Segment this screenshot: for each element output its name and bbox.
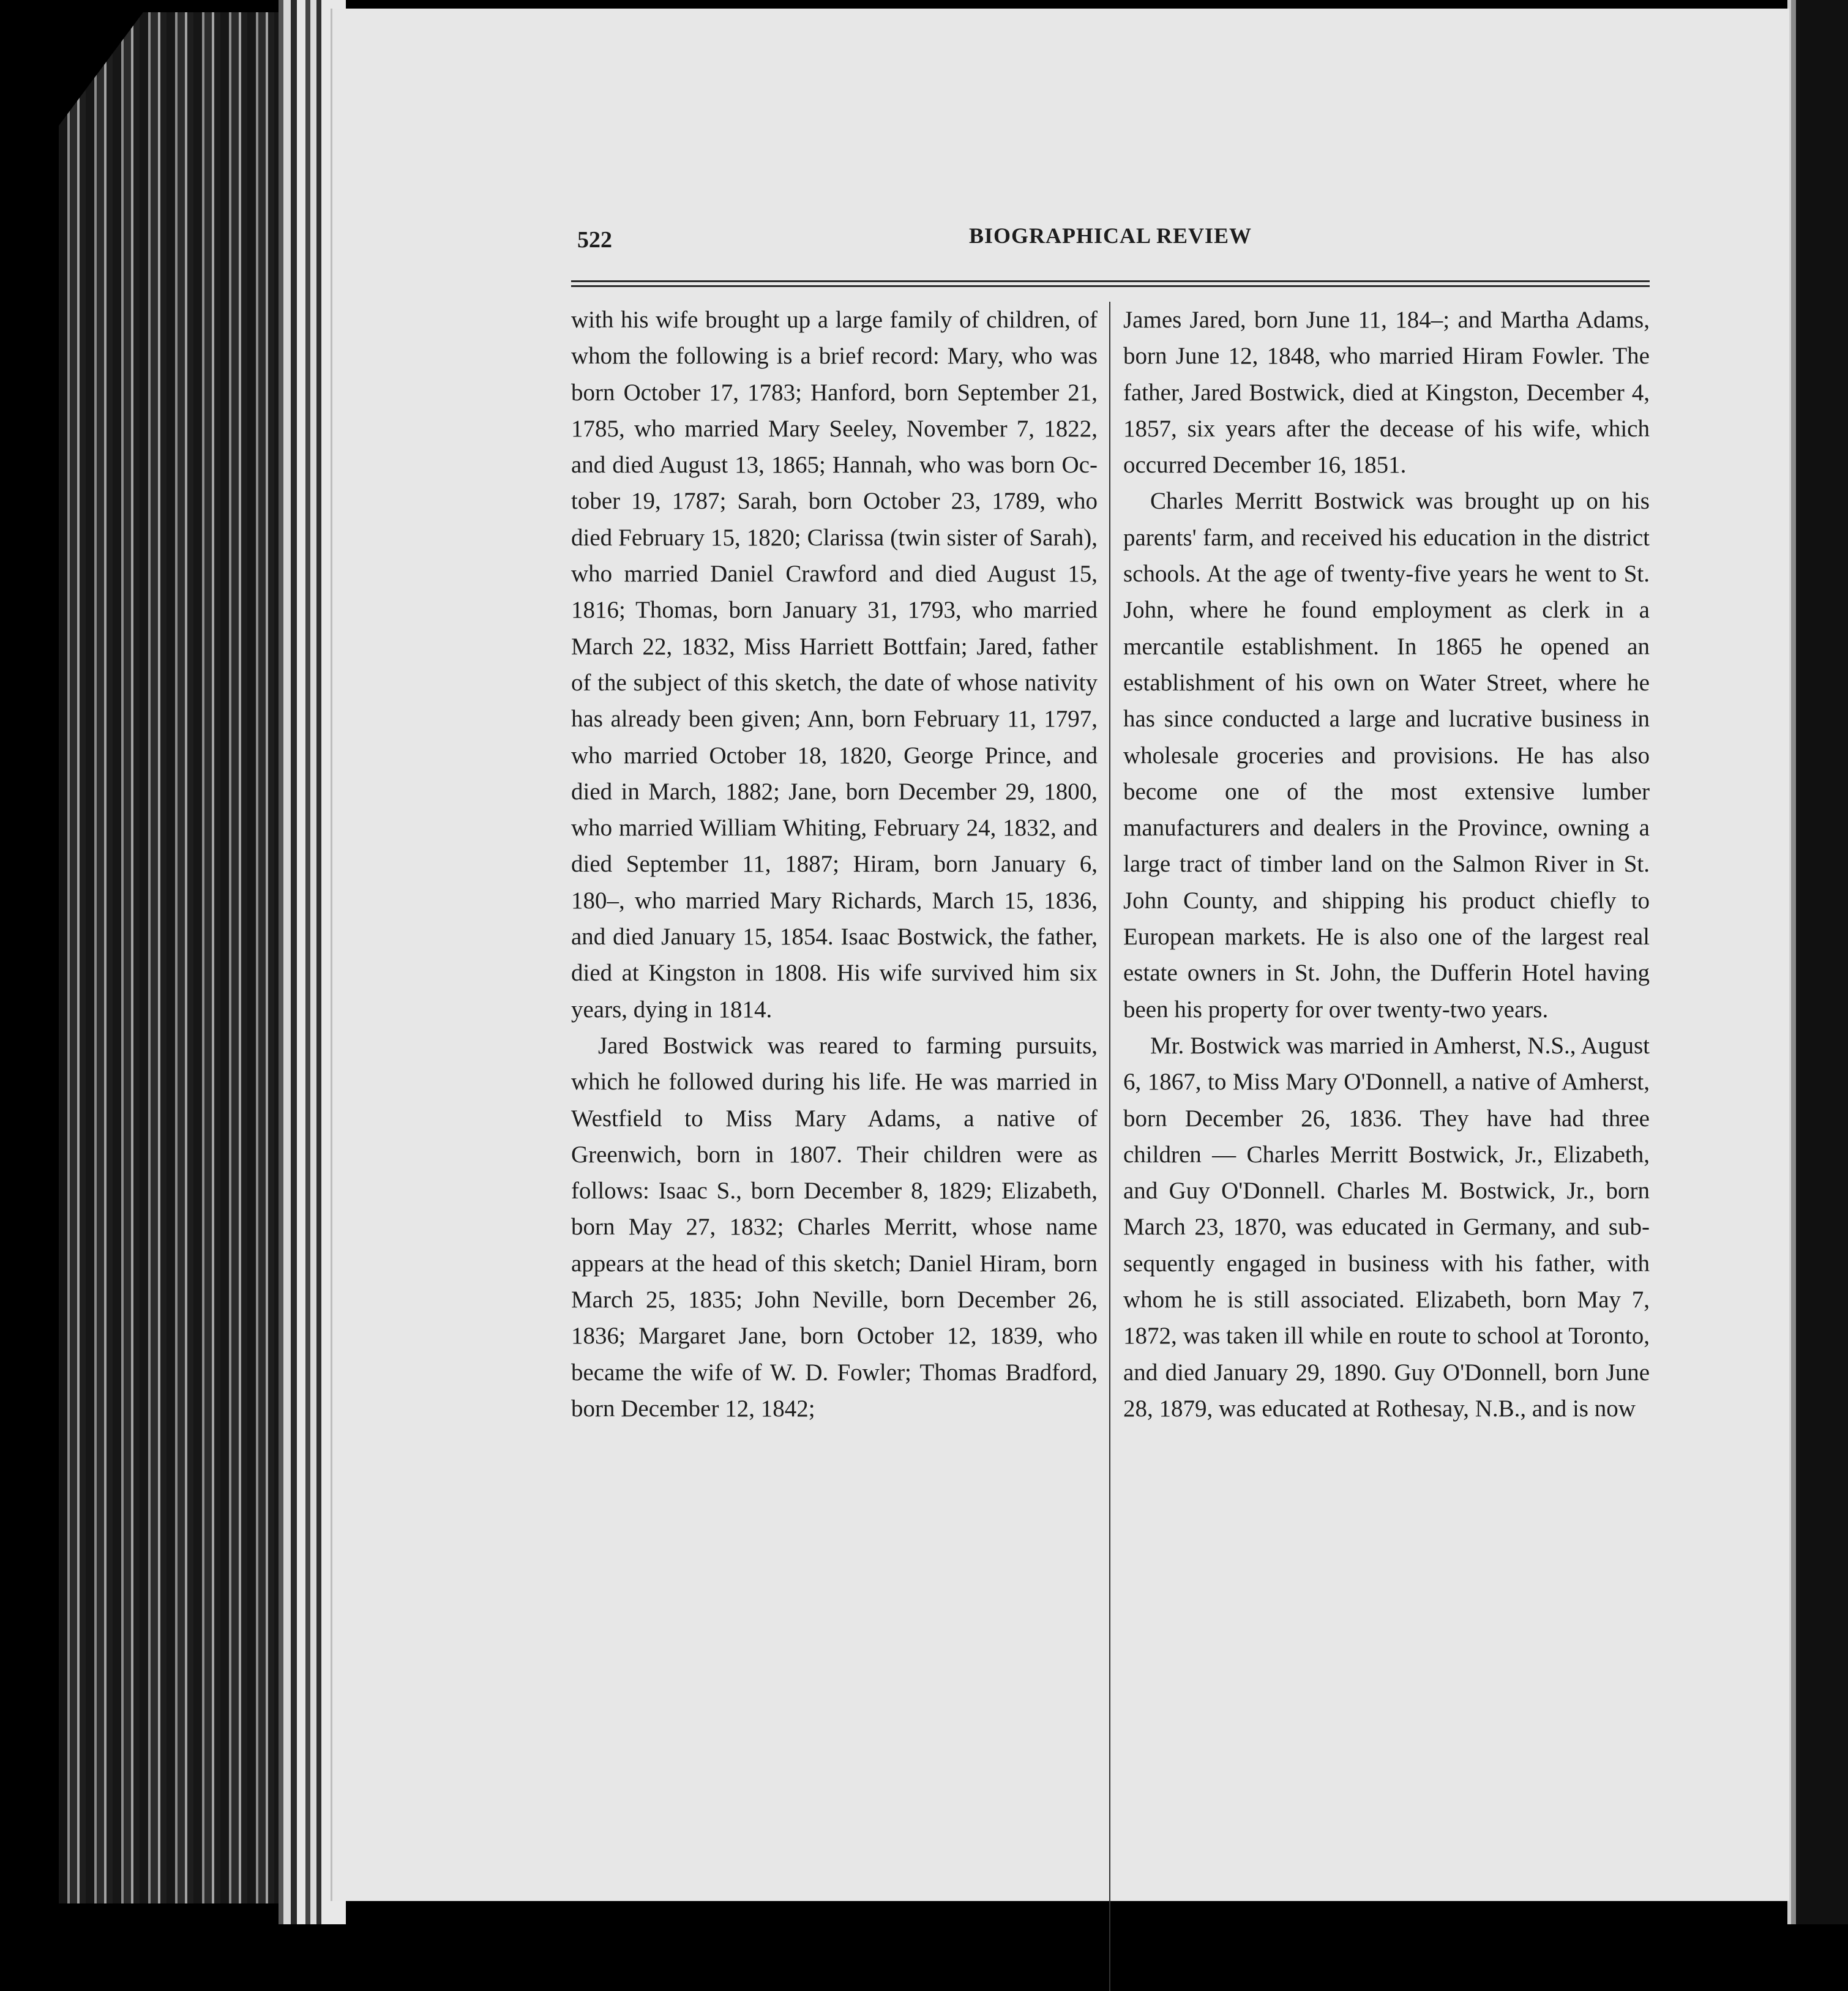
- text-columns: [571, 302, 1650, 1991]
- header-rule: [571, 280, 1650, 287]
- right-paragraph-2: Charles Merritt Bostwick was brought up on his parents' farm, and received his education in the district schools. At the age of twenty-five years he went to St. John, where he found employment as clerk in a mercantile establishment. In 1865 he opened an establishment of his own on Water Street, where he has since conducted a large and lucrative business in wholesale groceries and provisions. He has also become one of the most extensive lumber manufacturers and dealers in the Province, owning a large tract of timber land on the Salmon River in St. John County, and shipping his product chiefly to European markets. He is also one of the largest real estate owners in St. John, the Dufferin Hotel having been his property for over twenty-two years.: [1123, 488, 1650, 1023]
- page-header: [571, 223, 1650, 260]
- left-column: [571, 302, 1098, 1427]
- running-title: BIOGRAPHICAL REVIEW: [968, 223, 1252, 248]
- page-content: [571, 223, 1650, 1991]
- right-paragraph-1: James Jared, born June 11, 184–; and Martha Adams, born June 12, 1848, who married Hiram Fowler. The father, Jared Bostwick, died at Kingston, December 4, 1857, six years after the decease of his wife, which occurred December 16, 1851.: [1123, 307, 1650, 479]
- left-paragraph-1: with his wife brought up a large family of children, of whom the following is a brief record: Mary, who was born October 17, 1783; Hanford, born September 21, 1785, who married Mary Seeley, November 7, 1822, and died August 13, 1865; Hannah, who was born October 19, 1787; Sarah, born October 23, 1789, who died February 15, 1820; Clarissa (twin sister of Sarah), who married Daniel Crawford and died August 15, 1816; Thomas, born January 31, 1793, who married March 22, 1832, Miss Harriett Bottfain; Jared, father of the subject of this sketch, the date of whose nativity has already been given; Ann, born February 11, 1797, who married October 18, 1820, George Prince, and died in March, 1882; Jane, born December 29, 1800, who married William Whiting, February 24, 1832, and died September 11, 1887; Hiram, born January 6, 180–, who married Mary Richards, March 15, 1836, and died January 15, 1854. Isaac Bostwick, the father, died at Kingston in 1808. His wife survived him six years, dying in 1814.: [571, 307, 1098, 1023]
- right-paragraph-3: Mr. Bostwick was married in Amherst, N.S., August 6, 1867, to Miss Mary O'Donnell, a native of Amherst, born December 26, 1836. They have had three children — Charles Merritt Bostwick, Jr., Elizabeth, and Guy O'Donnell. Charles M. Bostwick, Jr., born March 23, 1870, was educated in Germany, and subsequently engaged in business with his father, with whom he is still associated. Elizabeth, born May 7, 1872, was taken ill while en route to school at Toronto, and died January 29, 1890. Guy O'Donnell, born June 28, 1879, was educated at Rothesay, N.B., and is now: [1123, 1032, 1650, 1422]
- page-right-rim: [1787, 0, 1848, 1924]
- column-divider: [1109, 302, 1110, 1991]
- left-paragraph-2: Jared Bostwick was reared to farming pursuits, which he followed during his life. He was married in Westfield to Miss Mary Adams, a native of Greenwich, born in 1807. Their children were as follows: Isaac S., born December 8, 1829; Elizabeth, born May 27, 1832; Charles Merritt, whose name appears at the head of this sketch; Daniel Hiram, born March 25, 1835; John Neville, born December 26, 1836; Margaret Jane, born October 12, 1839, who became the wife of W. D. Fowler; Thomas Bradford, born December 12, 1842;: [571, 1032, 1098, 1422]
- right-column: [1123, 302, 1650, 1427]
- book-page: [331, 9, 1789, 1901]
- page-number: 522: [577, 227, 612, 253]
